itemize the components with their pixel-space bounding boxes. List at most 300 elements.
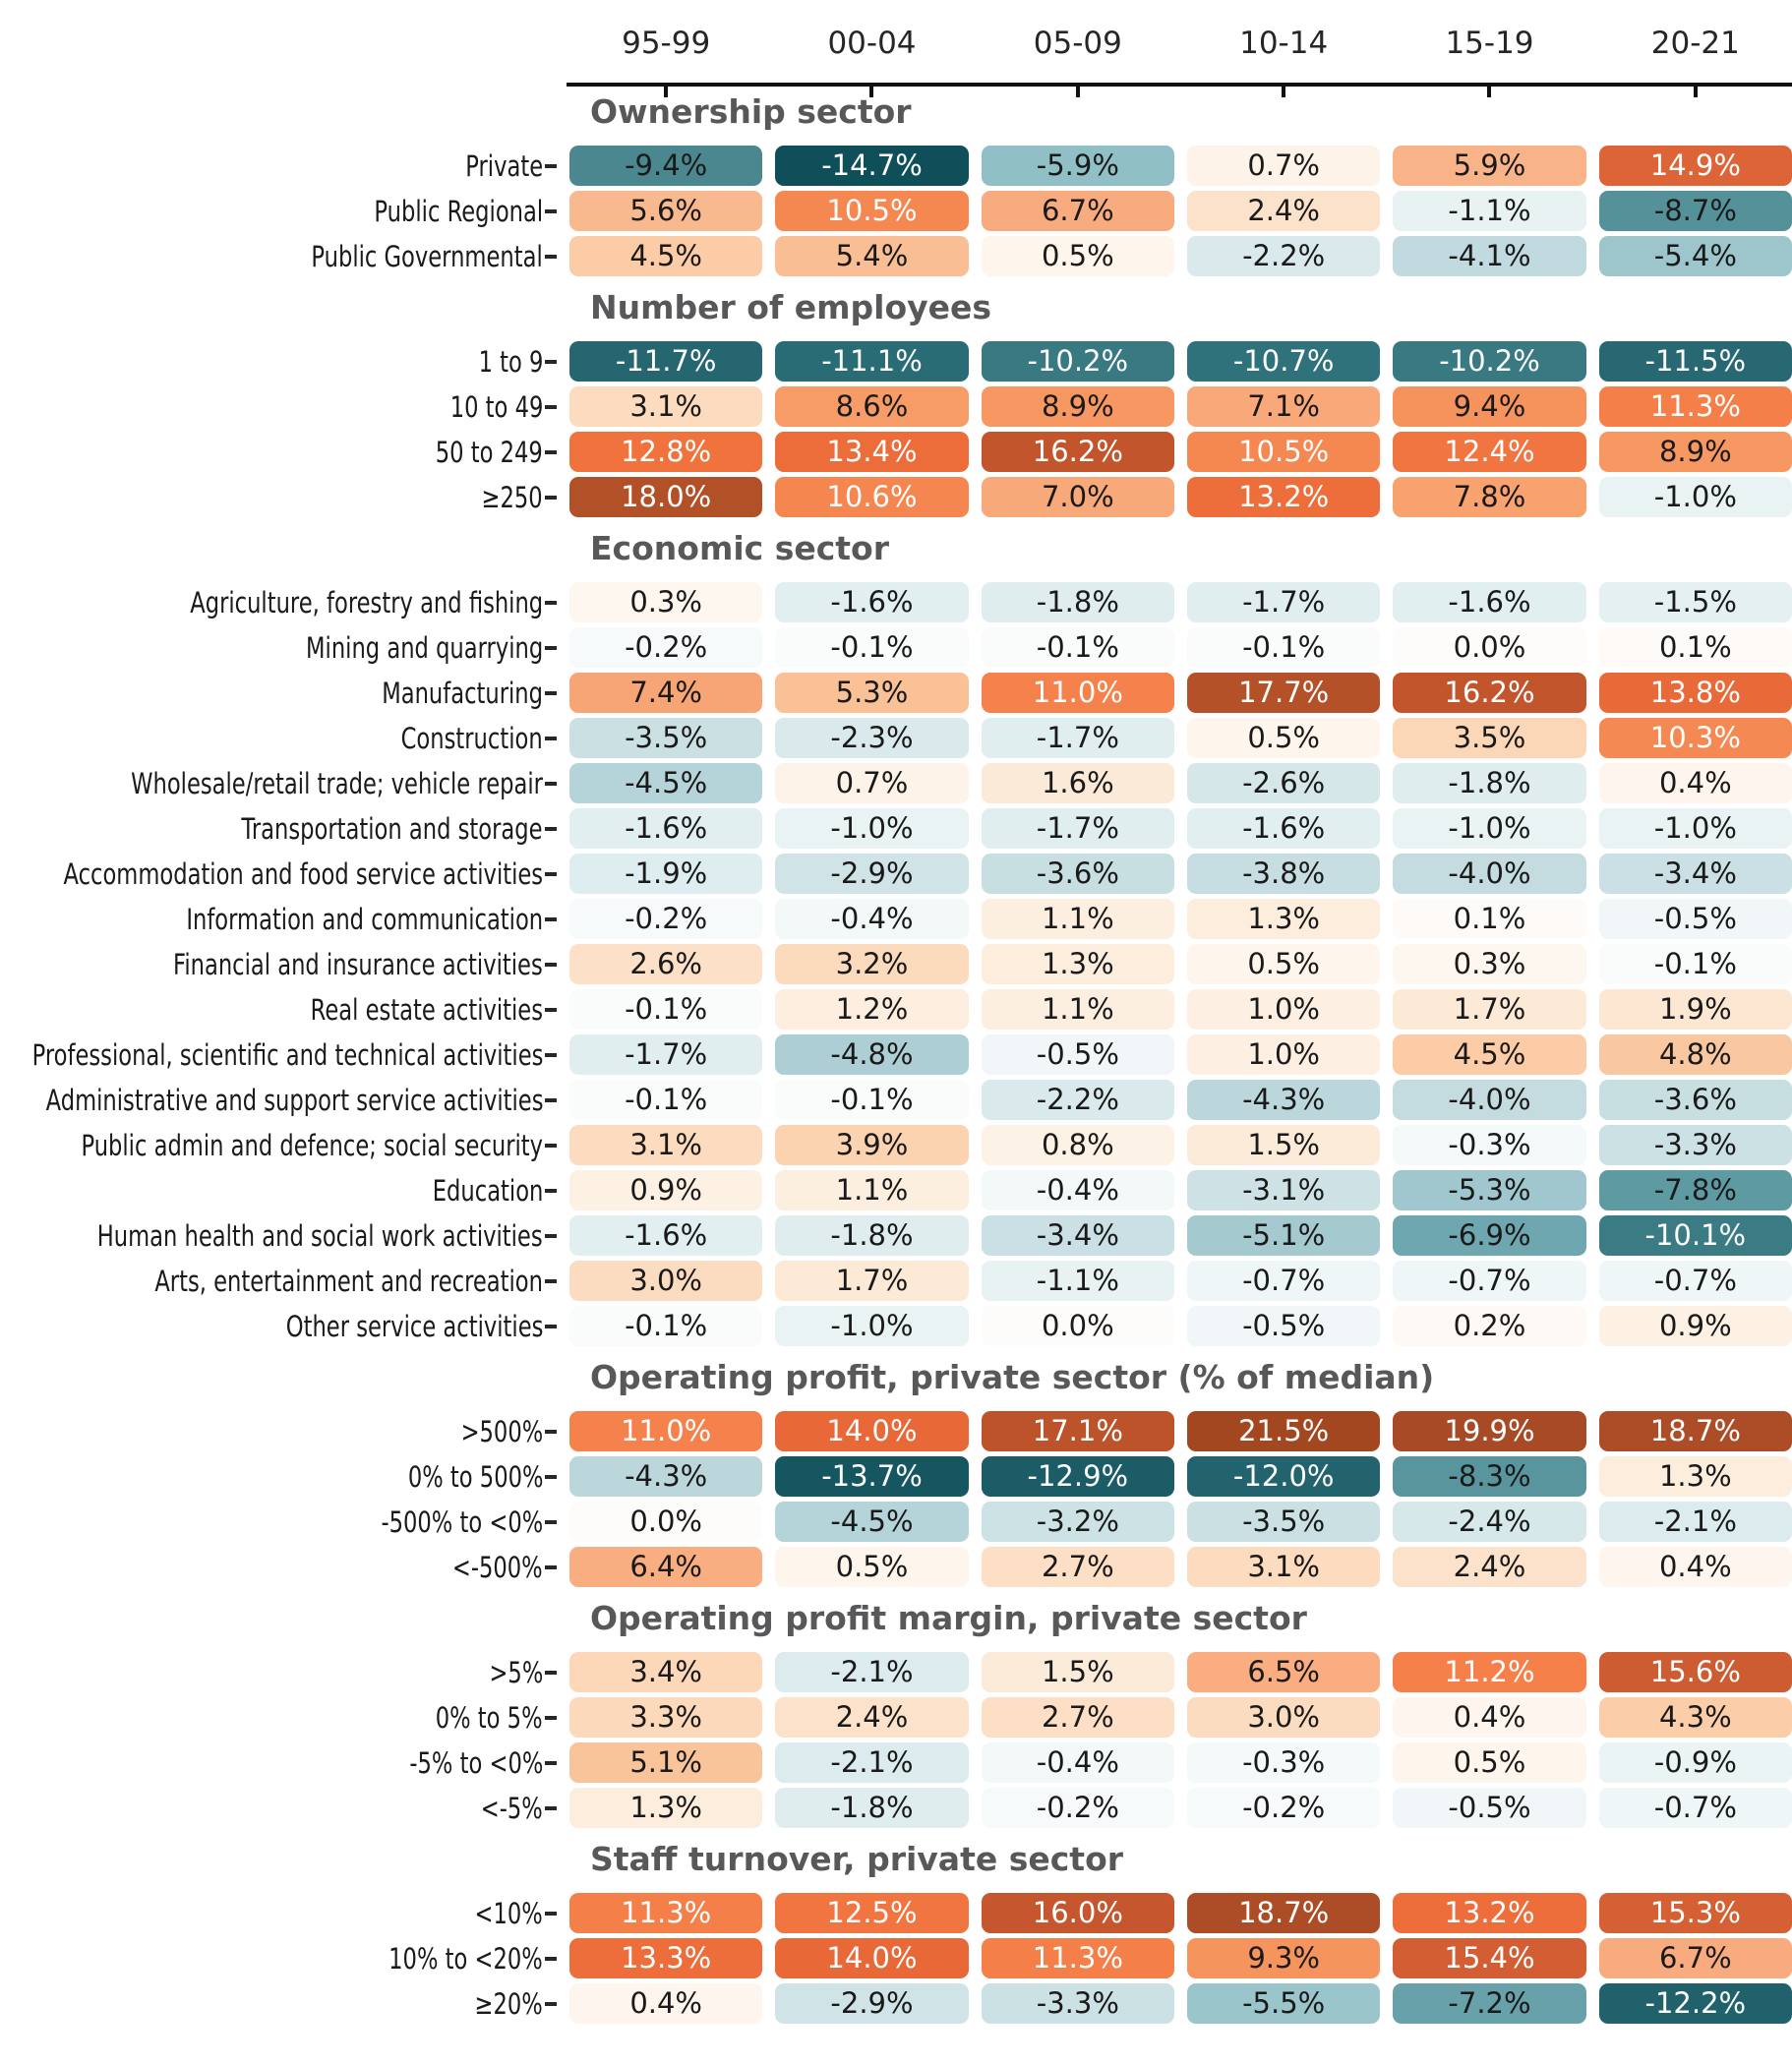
table-row (0, 191, 1792, 231)
heatmap-cell: -10.2% (1393, 341, 1585, 382)
heatmap-cell: 13.3% (569, 1938, 762, 1978)
heatmap-cell: -2.6% (1187, 763, 1380, 803)
heatmap-cell: -0.1% (569, 989, 762, 1030)
heatmap-cell: 0.4% (1599, 763, 1792, 803)
heatmap-cell: -0.5% (1187, 1306, 1380, 1346)
heatmap-cell: 7.0% (982, 477, 1174, 517)
table-row (0, 673, 1792, 713)
heatmap-cell: -4.3% (569, 1456, 762, 1497)
heatmap-cell: 2.4% (1393, 1547, 1585, 1587)
heatmap-cell: 0.7% (775, 763, 968, 803)
row-label-text: >5% (489, 1655, 543, 1689)
heatmap-cell: 1.2% (775, 989, 968, 1030)
heatmap-cell: 0.7% (1187, 146, 1380, 186)
heatmap-cell: -4.5% (569, 763, 762, 803)
y-axis-tick (545, 2002, 557, 2006)
row-label-text: Real estate activities (310, 992, 543, 1027)
heatmap-cell: 6.7% (1599, 1938, 1792, 1978)
y-axis-tick (545, 1053, 557, 1057)
row-label-text: 0% to 5% (436, 1700, 543, 1735)
heatmap-cell: -1.1% (982, 1261, 1174, 1301)
heatmap-cell: 2.4% (775, 1697, 968, 1738)
heatmap-cell: -0.7% (1393, 1261, 1585, 1301)
heatmap-cell: 1.3% (982, 944, 1174, 984)
heatmap-cell: 1.7% (775, 1261, 968, 1301)
section-title: Operating profit margin, private sector (590, 1599, 1307, 1637)
table-row (0, 1080, 1792, 1120)
heatmap-cell: -1.6% (1187, 808, 1380, 849)
table-row (0, 899, 1792, 939)
row-label (0, 944, 557, 984)
row-label (0, 1697, 557, 1738)
heatmap-cell: -7.2% (1393, 1983, 1585, 2024)
heatmap-cell: 4.5% (1393, 1034, 1585, 1075)
heatmap-cell: 11.0% (569, 1411, 762, 1451)
y-axis-tick (545, 646, 557, 650)
table-row (0, 1652, 1792, 1692)
row-label (0, 854, 557, 894)
heatmap-cell: 4.8% (1599, 1034, 1792, 1075)
heatmap-cell: -1.0% (775, 808, 968, 849)
heatmap-cell: 0.4% (1393, 1697, 1585, 1738)
table-row (0, 1983, 1792, 2024)
y-axis-tick (545, 164, 557, 168)
heatmap-cell: 3.1% (569, 386, 762, 427)
heatmap-cell: -2.3% (775, 718, 968, 758)
heatmap-cell: -1.8% (775, 1215, 968, 1256)
row-label-text: Arts, entertainment and recreation (154, 1264, 543, 1298)
heatmap-cell: 1.5% (982, 1652, 1174, 1692)
row-label-text: -500% to <0% (381, 1504, 543, 1539)
y-axis-tick (545, 782, 557, 786)
column-header: 15-19 (1445, 26, 1534, 61)
row-label-text: Professional, scientific and technical activities (31, 1037, 543, 1072)
table-row (0, 627, 1792, 668)
heatmap-cell: -1.8% (1393, 763, 1585, 803)
heatmap-cell: 1.1% (775, 1170, 968, 1210)
heatmap-cell: 0.4% (1599, 1547, 1792, 1587)
y-axis-tick (545, 1098, 557, 1102)
heatmap-cell: 18.0% (569, 477, 762, 517)
row-label (0, 1742, 557, 1783)
heatmap-cell: 10.6% (775, 477, 968, 517)
heatmap-cell: -3.2% (982, 1502, 1174, 1542)
table-row (0, 1411, 1792, 1451)
heatmap-cell: -1.0% (1599, 808, 1792, 849)
row-label (0, 236, 557, 276)
heatmap-cell: -0.3% (1187, 1742, 1380, 1783)
table-row (0, 944, 1792, 984)
heatmap-cell: -0.2% (982, 1788, 1174, 1828)
heatmap-cell: -0.1% (569, 1306, 762, 1346)
row-label (0, 673, 557, 713)
row-label-text: Mining and quarrying (305, 630, 543, 665)
row-label-text: 50 to 249 (435, 435, 543, 469)
table-row (0, 236, 1792, 276)
table-row (0, 1456, 1792, 1497)
y-axis-tick (545, 496, 557, 500)
y-axis-tick (545, 1565, 557, 1569)
row-label (0, 1893, 557, 1933)
row-label-text: Public Governmental (311, 239, 543, 273)
y-axis-tick (545, 1912, 557, 1916)
heatmap-cell: 1.3% (1599, 1456, 1792, 1497)
row-label (0, 1983, 557, 2024)
y-axis-tick (545, 601, 557, 605)
heatmap-cell: 1.1% (982, 899, 1174, 939)
heatmap-cell: -12.2% (1599, 1983, 1792, 2024)
row-label-text: 10% to <20% (388, 1941, 543, 1976)
heatmap-cell: 1.9% (1599, 989, 1792, 1030)
heatmap-section (0, 288, 1792, 517)
heatmap-cell: -8.7% (1599, 191, 1792, 231)
heatmap-cell: -1.7% (982, 718, 1174, 758)
table-row (0, 1034, 1792, 1075)
heatmap-cell: -10.1% (1599, 1215, 1792, 1256)
y-axis-tick (545, 1325, 557, 1328)
heatmap-cell: -1.7% (982, 808, 1174, 849)
y-axis-tick (545, 1144, 557, 1148)
table-row (0, 1306, 1792, 1346)
y-axis-tick (545, 827, 557, 831)
heatmap-cell: 8.9% (1599, 432, 1792, 472)
heatmap-cell: 12.5% (775, 1893, 968, 1933)
heatmap-cell: -12.9% (982, 1456, 1174, 1497)
table-row (0, 808, 1792, 849)
heatmap-cell: 2.4% (1187, 191, 1380, 231)
heatmap-cell: 3.0% (1187, 1697, 1380, 1738)
heatmap-cell: -3.3% (982, 1983, 1174, 2024)
column-header: 05-09 (1033, 26, 1122, 61)
y-axis-tick (545, 1189, 557, 1193)
heatmap-cell: -2.1% (775, 1742, 968, 1783)
table-row (0, 1502, 1792, 1542)
heatmap-cell: 0.9% (1599, 1306, 1792, 1346)
heatmap-cell: 10.5% (1187, 432, 1380, 472)
heatmap-cell: -5.4% (1599, 236, 1792, 276)
heatmap-cell: 18.7% (1599, 1411, 1792, 1451)
row-label (0, 1215, 557, 1256)
heatmap-cell: 2.7% (982, 1697, 1174, 1738)
heatmap-cell: -14.7% (775, 146, 968, 186)
heatmap-cell: 11.2% (1393, 1652, 1585, 1692)
heatmap-cell: -4.5% (775, 1502, 968, 1542)
table-row (0, 432, 1792, 472)
y-axis-tick (545, 1430, 557, 1434)
row-label (0, 146, 557, 186)
table-row (0, 477, 1792, 517)
heatmap-cell: 1.3% (1187, 899, 1380, 939)
heatmap-cell: -0.1% (569, 1080, 762, 1120)
heatmap-cell: 14.0% (775, 1411, 968, 1451)
heatmap-cell: 1.1% (982, 989, 1174, 1030)
y-axis-tick (545, 1520, 557, 1524)
heatmap-cell: -11.5% (1599, 341, 1792, 382)
heatmap-cell: -13.7% (775, 1456, 968, 1497)
heatmap-cell: 11.3% (569, 1893, 762, 1933)
heatmap-cell: 13.2% (1187, 477, 1380, 517)
heatmap-cell: 7.1% (1187, 386, 1380, 427)
heatmap-cell: 5.6% (569, 191, 762, 231)
heatmap-cell: -4.1% (1393, 236, 1585, 276)
heatmap-cell: -0.4% (775, 899, 968, 939)
row-label (0, 341, 557, 382)
heatmap-cell: -0.7% (1187, 1261, 1380, 1301)
heatmap-cell: -0.5% (1393, 1788, 1585, 1828)
heatmap-cell: -1.8% (775, 1788, 968, 1828)
heatmap-cell: -2.2% (982, 1080, 1174, 1120)
y-axis-tick (545, 1671, 557, 1675)
heatmap-cell: 13.8% (1599, 673, 1792, 713)
heatmap-cell: 0.5% (1187, 944, 1380, 984)
heatmap-cell: 5.3% (775, 673, 968, 713)
heatmap-cell: -3.4% (982, 1215, 1174, 1256)
heatmap-cell: 1.5% (1187, 1125, 1380, 1165)
heatmap-cell: -1.6% (569, 1215, 762, 1256)
heatmap-cell: 0.9% (569, 1170, 762, 1210)
heatmap-cell: 3.1% (569, 1125, 762, 1165)
heatmap-cell: 3.3% (569, 1697, 762, 1738)
heatmap-cell: 18.7% (1187, 1893, 1380, 1933)
row-label-text: Private (465, 148, 543, 183)
heatmap-cell: -10.7% (1187, 341, 1380, 382)
heatmap-section (0, 1599, 1792, 1828)
heatmap-cell: -0.1% (775, 627, 968, 668)
heatmap-cell: -0.3% (1393, 1125, 1585, 1165)
y-axis-tick (545, 737, 557, 740)
heatmap-cell: 9.4% (1393, 386, 1585, 427)
heatmap-cell: 5.4% (775, 236, 968, 276)
heatmap-cell: 0.5% (775, 1547, 968, 1587)
heatmap-cell: 14.9% (1599, 146, 1792, 186)
row-label-text: 10 to 49 (449, 389, 543, 424)
heatmap-cell: -3.1% (1187, 1170, 1380, 1210)
heatmap-cell: 1.3% (569, 1788, 762, 1828)
y-axis-tick (545, 917, 557, 921)
row-label (0, 808, 557, 849)
heatmap-section (0, 92, 1792, 276)
row-label (0, 627, 557, 668)
heatmap-cell: -5.1% (1187, 1215, 1380, 1256)
y-axis-tick (545, 1806, 557, 1810)
row-label (0, 1788, 557, 1828)
heatmap-cell: -10.2% (982, 341, 1174, 382)
row-label-text: >500% (460, 1414, 543, 1448)
heatmap-cell: 13.2% (1393, 1893, 1585, 1933)
y-axis-tick (545, 450, 557, 454)
heatmap-cell: -3.5% (1187, 1502, 1380, 1542)
heatmap-cell: -4.0% (1393, 1080, 1585, 1120)
row-label (0, 432, 557, 472)
heatmap-cell: 3.2% (775, 944, 968, 984)
heatmap-cell: 21.5% (1187, 1411, 1380, 1451)
heatmap-cell: -1.5% (1599, 582, 1792, 622)
heatmap-cell: -2.4% (1393, 1502, 1585, 1542)
heatmap-cell: 0.8% (982, 1125, 1174, 1165)
heatmap-cell: 12.4% (1393, 432, 1585, 472)
heatmap-cell: -4.3% (1187, 1080, 1380, 1120)
heatmap-section (0, 529, 1792, 1346)
row-label-text: Transportation and storage (241, 811, 543, 846)
heatmap-cell: -1.7% (1187, 582, 1380, 622)
heatmap-cell: 0.5% (982, 236, 1174, 276)
heatmap-cell: 2.6% (569, 944, 762, 984)
y-axis-tick (545, 872, 557, 876)
heatmap-cell: -0.7% (1599, 1261, 1792, 1301)
row-label (0, 1080, 557, 1120)
heatmap-cell: -1.7% (569, 1034, 762, 1075)
heatmap-cell: 4.3% (1599, 1697, 1792, 1738)
heatmap-cell: 6.4% (569, 1547, 762, 1587)
heatmap-cell: 3.1% (1187, 1547, 1380, 1587)
heatmap-cell: 0.5% (1393, 1742, 1585, 1783)
table-row (0, 341, 1792, 382)
heatmap-cell: 0.2% (1393, 1306, 1585, 1346)
heatmap-cell: -0.2% (569, 627, 762, 668)
heatmap-cell: 8.9% (982, 386, 1174, 427)
heatmap-cell: 12.8% (569, 432, 762, 472)
row-label (0, 477, 557, 517)
heatmap-cell: -1.1% (1393, 191, 1585, 231)
table-row (0, 1893, 1792, 1933)
heatmap-cell: 3.4% (569, 1652, 762, 1692)
table-row (0, 386, 1792, 427)
heatmap-cell: -0.4% (982, 1742, 1174, 1783)
heatmap-body (0, 87, 1792, 2029)
y-axis-tick (545, 360, 557, 364)
heatmap-cell: -6.9% (1393, 1215, 1585, 1256)
heatmap-cell: -2.1% (775, 1652, 968, 1692)
heatmap-cell: 5.9% (1393, 146, 1585, 186)
table-row (0, 1547, 1792, 1587)
table-row (0, 1261, 1792, 1301)
table-row (0, 1697, 1792, 1738)
y-axis-tick (545, 1475, 557, 1479)
heatmap-cell: 6.5% (1187, 1652, 1380, 1692)
row-label-text: Public Regional (374, 194, 543, 228)
heatmap-cell: -1.0% (1599, 477, 1792, 517)
heatmap-cell: 5.1% (569, 1742, 762, 1783)
row-label-text: ≥20% (474, 1986, 543, 2021)
heatmap-cell: 8.6% (775, 386, 968, 427)
heatmap-cell: 1.7% (1393, 989, 1585, 1030)
row-label-text: Education (432, 1173, 543, 1208)
heatmap-section (0, 1840, 1792, 2024)
row-label-text: -5% to <0% (409, 1745, 543, 1780)
y-axis-tick (545, 1279, 557, 1283)
heatmap-cell: -0.1% (775, 1080, 968, 1120)
y-axis-tick (545, 963, 557, 967)
table-row (0, 718, 1792, 758)
row-label-text: Wholesale/retail trade; vehicle repair (131, 766, 543, 800)
heatmap-cell: -7.8% (1599, 1170, 1792, 1210)
row-label-text: ≥250 (481, 480, 543, 514)
heatmap-cell: -2.2% (1187, 236, 1380, 276)
section-title: Operating profit, private sector (% of median) (590, 1358, 1435, 1396)
heatmap-cell: -3.6% (982, 854, 1174, 894)
heatmap-cell: -0.9% (1599, 1742, 1792, 1783)
row-label-text: Accommodation and food service activities (63, 856, 543, 891)
heatmap-cell: -2.9% (775, 854, 968, 894)
heatmap-cell: -1.0% (775, 1306, 968, 1346)
y-axis-tick (545, 405, 557, 409)
heatmap-cell: 0.1% (1599, 627, 1792, 668)
heatmap-cell: -9.4% (569, 146, 762, 186)
heatmap-cell: -1.8% (982, 582, 1174, 622)
column-header: 95-99 (622, 26, 711, 61)
section-title: Staff turnover, private sector (590, 1840, 1124, 1878)
heatmap-cell: -12.0% (1187, 1456, 1380, 1497)
table-row (0, 1788, 1792, 1828)
heatmap-cell: -3.3% (1599, 1125, 1792, 1165)
row-label (0, 1170, 557, 1210)
row-label (0, 386, 557, 427)
heatmap-cell: 0.4% (569, 1983, 762, 2024)
y-axis-tick (545, 1957, 557, 1961)
heatmap-cell: -2.1% (1599, 1502, 1792, 1542)
row-label (0, 1034, 557, 1075)
heatmap-cell: -2.9% (775, 1983, 968, 2024)
heatmap-cell: 13.4% (775, 432, 968, 472)
y-axis-tick (545, 1716, 557, 1720)
row-label (0, 1125, 557, 1165)
row-label-text: Human health and social work activities (97, 1218, 543, 1253)
heatmap-cell: -4.0% (1393, 854, 1585, 894)
row-label (0, 763, 557, 803)
heatmap-cell: 3.9% (775, 1125, 968, 1165)
row-label (0, 1411, 557, 1451)
heatmap-cell: -3.4% (1599, 854, 1792, 894)
heatmap-cell: 3.0% (569, 1261, 762, 1301)
heatmap-cell: 16.2% (1393, 673, 1585, 713)
heatmap-cell: -11.1% (775, 341, 968, 382)
row-label-text: <-5% (480, 1791, 543, 1825)
heatmap-cell: -3.6% (1599, 1080, 1792, 1120)
y-axis-tick (545, 691, 557, 695)
table-row (0, 989, 1792, 1030)
row-label (0, 191, 557, 231)
heatmap-cell: -1.6% (569, 808, 762, 849)
heatmap-cell: -0.7% (1599, 1788, 1792, 1828)
heatmap-cell: -1.9% (569, 854, 762, 894)
heatmap-cell: 2.7% (982, 1547, 1174, 1587)
heatmap-cell: -0.2% (1187, 1788, 1380, 1828)
column-header: 20-21 (1650, 26, 1740, 61)
section-title: Economic sector (590, 529, 889, 567)
row-label (0, 1502, 557, 1542)
heatmap-cell: -3.5% (569, 718, 762, 758)
heatmap-cell: 10.5% (775, 191, 968, 231)
heatmap-cell: 1.0% (1187, 1034, 1380, 1075)
heatmap-cell: -0.1% (1599, 944, 1792, 984)
row-label (0, 1938, 557, 1978)
table-row (0, 582, 1792, 622)
row-label-text: <10% (474, 1896, 543, 1930)
row-label-text: Administrative and support service activities (45, 1083, 543, 1117)
heatmap-cell: -1.6% (775, 582, 968, 622)
row-label (0, 718, 557, 758)
heatmap-cell: 16.2% (982, 432, 1174, 472)
heatmap-cell: 0.1% (1393, 899, 1585, 939)
table-row (0, 1170, 1792, 1210)
heatmap-cell: -5.3% (1393, 1170, 1585, 1210)
table-row (0, 1742, 1792, 1783)
row-label (0, 989, 557, 1030)
table-row (0, 1125, 1792, 1165)
row-label-text: 1 to 9 (478, 344, 543, 379)
heatmap-cell: -4.8% (775, 1034, 968, 1075)
heatmap-cell: 11.3% (1599, 386, 1792, 427)
